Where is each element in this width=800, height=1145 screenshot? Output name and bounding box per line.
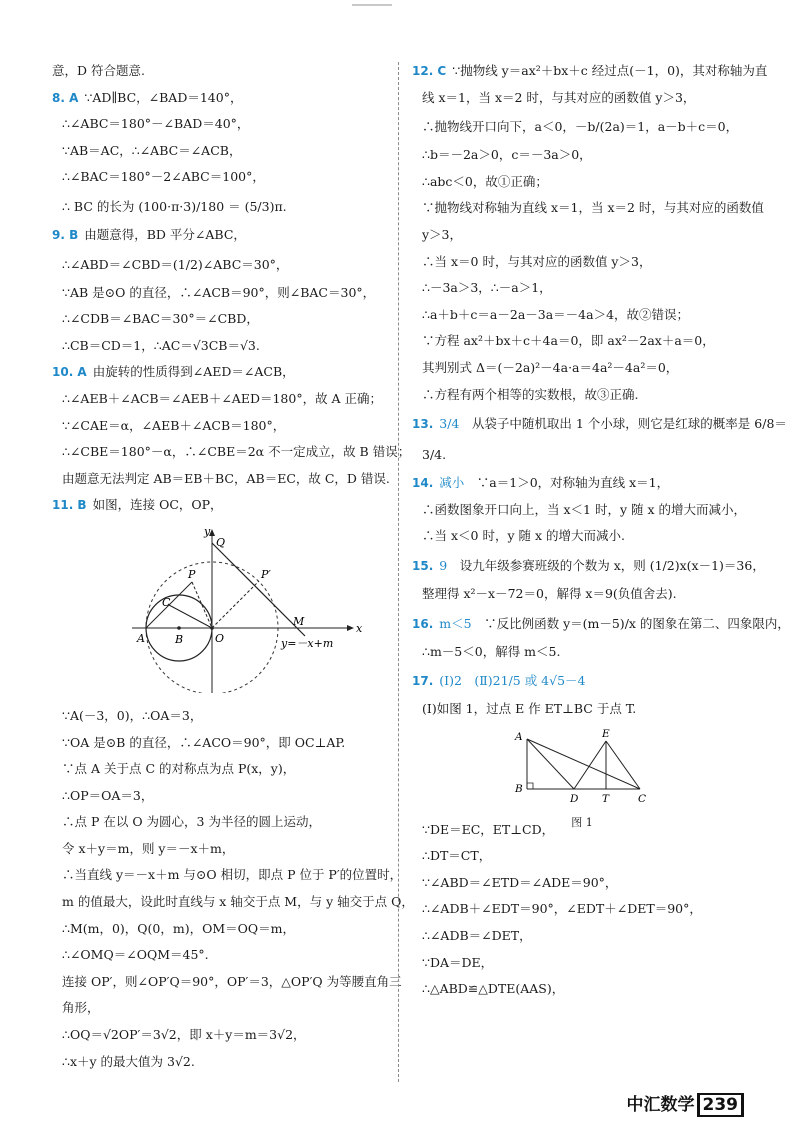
solution-line: 3/4. [422,447,447,463]
solution-line: ∴m－5＜0，解得 m＜5. [422,643,561,659]
question-10 [52,359,411,492]
answer: 减小 [439,475,465,491]
solution-line: ∴点 P 在以 O 为圆心，3 为半径的圆上运动， [62,814,321,830]
solution-line: ∴a＋b＋c＝a－2a－3a＝－4a＞4，故②错误； [422,306,690,322]
solution-line: ∴∠CDB＝∠BAC＝30°＝∠CBD， [62,311,259,327]
label-a: A [137,631,145,645]
label-b: B [515,782,523,795]
label-p-prime: P′ [261,567,271,581]
solution-line: ∵方程 ax²＋bx＋c＋4a＝0，即 ax²－2ax＋a＝0， [422,333,715,349]
solution-line: ∴∠ADB＝∠DET， [422,928,532,944]
solution-line: (Ⅰ)如图 1，过点 E 作 ET⊥BC 于点 T. [422,701,637,717]
solution-line: ∵DA＝DE， [422,954,494,970]
question-17 [412,665,757,1003]
solution-line: ∴b＝－2a＞0，c＝－3a＞0， [422,147,592,163]
solution-line: ∵DE＝EC，ET⊥CD， [422,821,555,837]
figure-caption: 图 1 [571,815,593,829]
question-number: 17. [412,674,434,689]
solution-line: y＞3， [422,226,463,242]
solution-line: 整理得 x²－x－72＝0，解得 x＝9(负值舍去). [422,585,677,601]
label-q: Q [216,535,226,549]
label-a: A [515,730,523,743]
label-p: P [188,567,196,581]
question-8 [52,85,392,222]
tangent-line [212,543,305,636]
point-o [210,626,214,630]
label-m: M [293,614,305,628]
question-12 [412,58,768,408]
solution-line: ∴ BC 的长为 (100·π·3)/180 ＝ (5/3)π. [62,198,287,214]
solution-line: 由旋转的性质得到∠AED＝∠ACB， [92,364,295,380]
solution-line: ∵A(－3，0)，∴OA＝3， [62,707,203,723]
solution-line: ∴当 x＜0 时，y 随 x 的增大而减小. [422,528,625,544]
question-number: 15. [412,558,434,573]
question-15 [412,550,765,608]
segment-de [574,741,606,789]
answer: (Ⅰ)2 (Ⅱ)21/5 或 4√5－4 [439,673,586,689]
label-line-equation: y=－x+m [281,636,334,650]
solution-line: ∴∠OMQ＝∠OQM＝45°. [62,947,209,963]
solution-line: 由题意得，BD 平分∠ABC， [84,226,246,242]
solution-line: ∵AB＝AC，∴∠ABC＝∠ACB， [62,142,242,158]
label-b: B [175,632,184,646]
circle-tangent-figure [92,525,392,693]
solution-line: ∴∠ABD＝∠CBD＝(1/2)∠ABC＝30°， [62,256,289,272]
question-number: 16. [412,616,434,631]
segment-ac [527,739,640,789]
page-number: 239 [697,1093,745,1117]
solution-line: ∴x＋y 的最大值为 3√2. [62,1053,195,1069]
solution-line: m 的值最大，设此时直线与 x 轴交于点 M，与 y 轴交于点 Q， [62,894,414,910]
solution-line: ∴∠CBE＝180°－α，∴∠CBE＝2α 不一定成立，故 B 错误； [62,444,411,460]
question-number: 11. B [52,498,87,513]
point-b [177,626,181,630]
x-axis-arrow [347,625,354,631]
solution-line: ∴－3a＞3，∴－a＞1， [422,280,552,296]
solution-line: 角形， [62,1000,100,1016]
solution-line: ∴抛物线开口向下，a＜0，－b/(2a)＝1，a－b＋c＝0， [422,119,739,135]
solution-line: ∴当 x＝0 时，与其对应的函数值 y＞3， [422,253,652,269]
question-16 [412,608,790,666]
continuation-line: 意，D 符合题意. [52,63,145,78]
solution-line: ∴△ABD≌△DTE(AAS)， [422,981,565,997]
solution-line: 线 x＝1，当 x＝2 时，与其对应的函数值 y＞3， [422,89,696,105]
figure-svg [92,525,392,693]
solution-line: 令 x＋y＝m，则 y＝－x＋m， [62,840,235,856]
solution-line: 由题意无法判定 AB＝EB＋BC，AB＝EC，故 C，D 错误. [62,470,390,486]
solution-line: 设九年级参赛班级的个数为 x，则 (1/2)x(x－1)＝36， [459,557,765,573]
question-number: 10. A [52,365,87,380]
answer: 3/4 [439,416,460,432]
right-column [412,58,790,1003]
solution-line: ∴DT＝CT， [422,848,492,864]
question-13 [412,408,787,470]
solution-line: ∴∠AEB＋∠ACB＝∠AEB＋∠AED＝180°，故 A 正确； [62,390,383,406]
solution-line: ∵OA 是⊙B 的直径，∴∠ACO＝90°，即 OC⊥AP. [62,734,346,750]
label-c: C [638,792,647,805]
solution-line: ∴abc＜0，故①正确； [422,173,548,189]
top-scan-mark [352,4,392,6]
solution-line: ∴OQ＝√2OP′＝3√2，即 x＋y＝m＝3√2， [62,1027,306,1043]
label-y: y [204,524,211,538]
question-11 [52,492,414,1075]
solution-line: ∵反比例函数 y＝(m－5)/x 的图象在第二、四象限内， [484,615,790,631]
triangle-figure [512,727,652,829]
solution-line: ∵∠CAE＝α，∠AEB＋∠ACB＝180°， [62,417,286,433]
solution-line: ∴当直线 y＝－x＋m 与⊙O 相切，即点 P 位于 P′的位置时， [62,867,403,883]
question-number: 12. C [412,64,447,78]
answer: m＜5 [439,615,472,631]
solution-line: ∴∠BAC＝180°－2∠ABC＝100°， [62,169,265,185]
question-number: 8. A [52,90,79,105]
answer: 9 [439,557,448,573]
solution-line: ∵AD∥BC，∠BAD＝140°， [84,89,243,105]
solution-line: ∴CB＝CD＝1，∴AC＝√3CB＝√3. [62,337,260,353]
question-number: 9. B [52,227,79,242]
solution-line: ∵抛物线 y＝ax²＋bx＋c 经过点(－1，0)，其对称轴为直 [452,63,768,78]
label-e: E [602,727,610,740]
solution-line: ∵a＝1＞0，对称轴为直线 x＝1， [476,475,670,491]
column-divider [398,62,399,1082]
segment-op [192,582,212,628]
solution-line: ∵点 A 关于点 C 的对称点为点 P(x，y)， [62,761,296,777]
solution-line: ∴函数图象开口向上，当 x＜1 时，y 随 x 的增大而减小， [422,501,746,517]
segment-op-prime [212,581,259,628]
solution-line: ∴M(m，0)，Q(0，m)，OM＝OQ＝m， [62,920,296,936]
solution-line: 其判别式 Δ＝(－2a)²－4a·a＝4a²－4a²＝0， [422,359,679,375]
page-footer-brand [627,1090,745,1115]
question-number: 13. [412,417,434,432]
question-9 [52,222,392,359]
solution-line: ∵抛物线对称轴为直线 x＝1，当 x＝2 时，与其对应的函数值 [422,200,764,216]
left-column [52,58,414,1075]
solution-line: 如图，连接 OC，OP， [92,497,223,513]
label-t: T [602,792,610,805]
label-d: D [570,792,579,805]
solution-line: ∴∠ADB＋∠EDT＝90°，∠EDT＋∠DET＝90°， [422,901,702,917]
solution-line: ∵∠ABD＝∠ETD＝∠ADE＝90°， [422,874,618,890]
question-14 [412,470,757,550]
label-o: O [215,631,225,645]
solution-line: ∴方程有两个相等的实数根，故③正确. [422,386,639,402]
solution-line: 连接 OP′，则∠OP′Q＝90°，OP′＝3，△OP′Q 为等腰直角三 [62,973,402,989]
solution-line: ∴∠ABC＝180°－∠BAD＝40°， [62,116,250,132]
segment-ad [527,739,574,789]
solution-line: ∵AB 是⊙O 的直径，∴∠ACB＝90°，则∠BAC＝30°， [62,284,376,300]
label-c: C [162,595,171,609]
label-x: x [356,621,363,635]
solution-line: 从袋子中随机取出 1 个小球，则它是红球的概率是 6/8＝ [471,416,787,432]
right-angle-b [527,783,533,789]
solution-line: ∴OP＝OA＝3， [62,787,154,803]
question-number: 14. [412,476,434,491]
figure-svg [512,727,652,811]
brand-name: 中汇数学 [626,1095,695,1115]
